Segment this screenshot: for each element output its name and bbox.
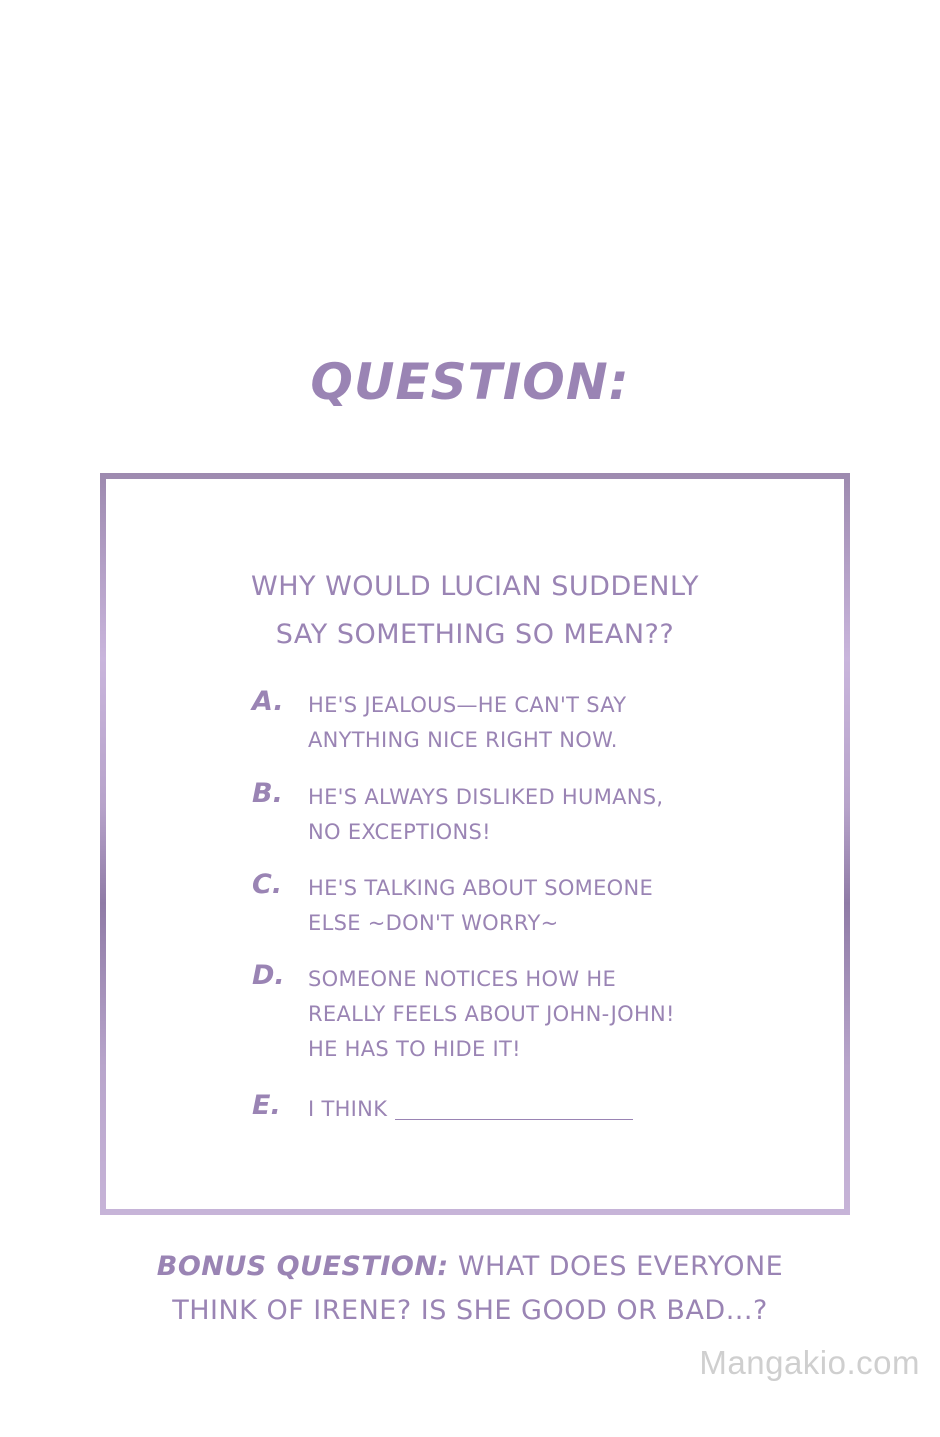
- option-e-letter: E.: [252, 1090, 281, 1121]
- option-e-text: [308, 1092, 708, 1127]
- option-c-line-1: HE'S TALKING ABOUT SOMEONE: [308, 876, 654, 900]
- question-line-2: SAY SOMETHING SO MEAN??: [275, 619, 675, 650]
- option-a-letter: A.: [252, 686, 284, 717]
- page-heading: QUESTION:: [310, 353, 630, 411]
- bonus-line-1-text: WHAT DOES EVERYONE: [448, 1251, 784, 1282]
- site-watermark: Mangakio.com: [699, 1344, 920, 1381]
- answer-blank-line: [395, 1119, 633, 1120]
- question-frame: [100, 473, 850, 1215]
- option-b-line-2: NO EXCEPTIONS!: [308, 820, 491, 844]
- option-a-line-1: HE'S JEALOUS—HE CAN'T SAY: [308, 693, 627, 717]
- question-line-1: WHY WOULD LUCIAN SUDDENLY: [251, 571, 699, 602]
- bonus-line-1: [0, 1245, 940, 1289]
- bonus-line-2: THINK OF IRENE? IS SHE GOOD OR BAD...?: [172, 1295, 768, 1326]
- option-b-letter: B.: [252, 778, 283, 809]
- option-a-text: [308, 688, 708, 758]
- option-e-line-1: [308, 1092, 708, 1127]
- option-c-letter: C.: [252, 869, 283, 900]
- option-d-text: [308, 962, 708, 1067]
- option-b-line-1: HE'S ALWAYS DISLIKED HUMANS,: [308, 785, 664, 809]
- option-b-text: [308, 780, 708, 850]
- bonus-label: BONUS QUESTION:: [156, 1251, 449, 1282]
- option-a-line-2: ANYTHING NICE RIGHT NOW.: [308, 728, 618, 752]
- option-d-line-3: HE HAS TO HIDE IT!: [308, 1037, 521, 1061]
- option-d-letter: D.: [252, 960, 285, 991]
- bonus-question: [0, 1245, 940, 1333]
- option-c-line-2: ELSE ~DON'T WORRY~: [308, 911, 559, 935]
- question-text: [106, 563, 844, 659]
- option-e-prompt: I THINK: [308, 1097, 388, 1121]
- option-d-line-1: SOMEONE NOTICES HOW HE: [308, 967, 617, 991]
- question-card: [106, 479, 844, 1209]
- option-d-line-2: REALLY FEELS ABOUT JOHN-JOHN!: [308, 1002, 675, 1026]
- option-c-text: [308, 871, 708, 941]
